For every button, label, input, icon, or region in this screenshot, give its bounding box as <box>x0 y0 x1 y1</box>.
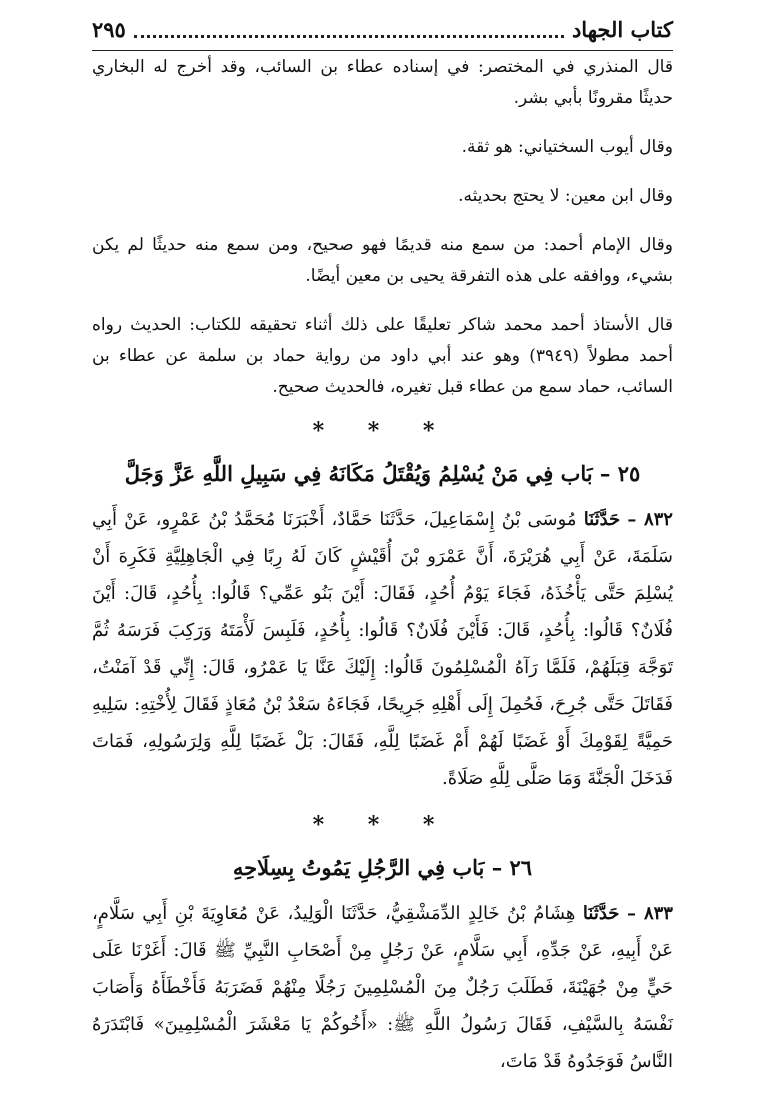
hadith-832 <box>92 501 673 797</box>
header-rule <box>92 50 673 51</box>
commentary-paragraph: وقال أيوب السختياني: هو ثقة. <box>461 137 673 157</box>
hadith-number: ٨٣٢ – <box>627 509 673 530</box>
hadith-text: هِشَامُ بْنُ خَالِدٍ الدِّمَشْقِيُّ، حَدَّثَنَا الْوَلِيدُ، عَنْ مُعَاوِيَةَ بْنِ أَبِي سَلَّامٍ، عَنْ أَبِيهِ، عَنْ جَدِّهِ، أَبِي سَلَّامٍ، عَنْ رَجُلٍ مِنْ أَصْحَابِ النَّبِيِّ ﷺ قَالَ: أَغَرْنَا عَلَى حَيٍّ مِنْ جُهَيْنَةَ، فَطَلَبَ رَجُلٌ مِنَ الْمُسْلِمِينَ رَجُلًا مِنْهُمْ فَضَرَبَهُ فَأَخْطَأَهُ وَأَصَابَ نَفْسَهُ بِالسَّيْفِ، فَقَالَ رَسُولُ اللَّهِ ﷺ: «أَخُوكُمْ يَا مَعْشَرَ الْمُسْلِمِينَ» فَابْتَدَرَهُ النَّاسُ فَوَجَدُوهُ قَدْ مَاتَ، <box>92 903 673 1072</box>
chapter-25-title: ٢٥ – بَاب فِي مَنْ يُسْلِمُ وَيُقْتَلُ مَكَانَهُ فِي سَبِيلِ اللَّهِ عَزَّ وَجَلَّ <box>124 461 641 486</box>
hadith-lead: حَدَّثَنَا <box>582 903 620 924</box>
running-header <box>92 12 673 46</box>
section-separator: * * * <box>312 418 453 444</box>
book-title: كتاب الجهاد <box>571 16 673 42</box>
commentary-paragraph: وقال ابن معين: لا يحتج بحديثه. <box>458 186 673 206</box>
commentary-paragraph: قال المنذري في المختصر: في إسناده عطاء بن السائب، وقد أخرج له البخاري حديثًا مقرونًا بأبي بشر. <box>92 57 673 108</box>
commentary-paragraph: قال الأستاذ أحمد محمد شاكر تعليقًا على ذلك أثناء تحقيقه للكتاب: الحديث رواه أحمد مطولاً (٣٩٤٩) وهو عند أبي داود من رواية حماد بن سلمة عن عطاء بن السائب، حماد سمع من عطاء قبل تغيره، فالحديث صحيح. <box>92 315 673 397</box>
hadith-text: مُوسَى بْنُ إِسْمَاعِيلَ، حَدَّثَنَا حَمَّادٌ، أَخْبَرَنَا مُحَمَّدُ بْنُ عَمْرٍو، عَنْ أَبِي سَلَمَةَ، عَنْ أَبِي هُرَيْرَةَ، أَنَّ عَمْرَو بْنَ أُقَيْشٍ كَانَ لَهُ رِبًا فِي الْجَاهِلِيَّةِ فَكَرِهَ أَنْ يُسْلِمَ حَتَّى يَأْخُذَهُ، فَجَاءَ يَوْمُ أُحُدٍ، فَقَالَ: أَيْنَ بَنُو عَمِّي؟ قَالُوا: بِأُحُدٍ، قَالَ: أَيْنَ فُلَانٌ؟ قَالُوا: بِأُحُدٍ، قَالَ: فَأَيْنَ فُلَانٌ؟ قَالُوا: بِأُحُدٍ، فَلَبِسَ لَأْمَتَهُ وَرَكِبَ فَرَسَهُ ثُمَّ تَوَجَّهَ قِبَلَهُمْ، فَلَمَّا رَآهُ الْمُسْلِمُونَ قَالُوا: إِلَيْكَ عَنَّا يَا عَمْرُو، قَالَ: إِنِّي قَدْ آمَنْتُ، فَقَاتَلَ حَتَّى جُرِحَ، فَحُمِلَ إِلَى أَهْلِهِ جَرِيحًا، فَجَاءَهُ سَعْدُ بْنُ مُعَاذٍ فَقَالَ لِأُخْتِهِ: سَلِيهِ حَمِيَّةً لِقَوْمِكَ أَوْ غَضَبًا لَهُمْ أَمْ غَضَبًا لِلَّهِ، فَقَالَ: بَلْ غَضَبًا لِلَّهِ وَلِرَسُولِهِ، فَمَاتَ فَدَخَلَ الْجَنَّةَ وَمَا صَلَّى لِلَّهِ صَلَاةً. <box>92 509 673 789</box>
page-number: ٢٩٥ <box>92 16 126 42</box>
hadith-833 <box>92 895 673 1080</box>
hadith-number: ٨٣٣ – <box>626 903 673 924</box>
leader-dots <box>134 21 564 38</box>
commentary-paragraph: وقال الإمام أحمد: من سمع منه قديمًا فهو صحيح، ومن سمع منه حديثًا لم يكن بشيء، ووافقه على هذه التفرقة يحيى بن معين أيضًا. <box>92 235 673 286</box>
section-separator: * * * <box>312 812 453 838</box>
hadith-lead: حَدَّثَنَا <box>583 509 621 530</box>
page-body <box>92 52 673 1080</box>
chapter-26-title: ٢٦ – بَاب فِي الرَّجُلِ يَمُوتُ بِسِلَاحِهِ <box>232 855 533 880</box>
